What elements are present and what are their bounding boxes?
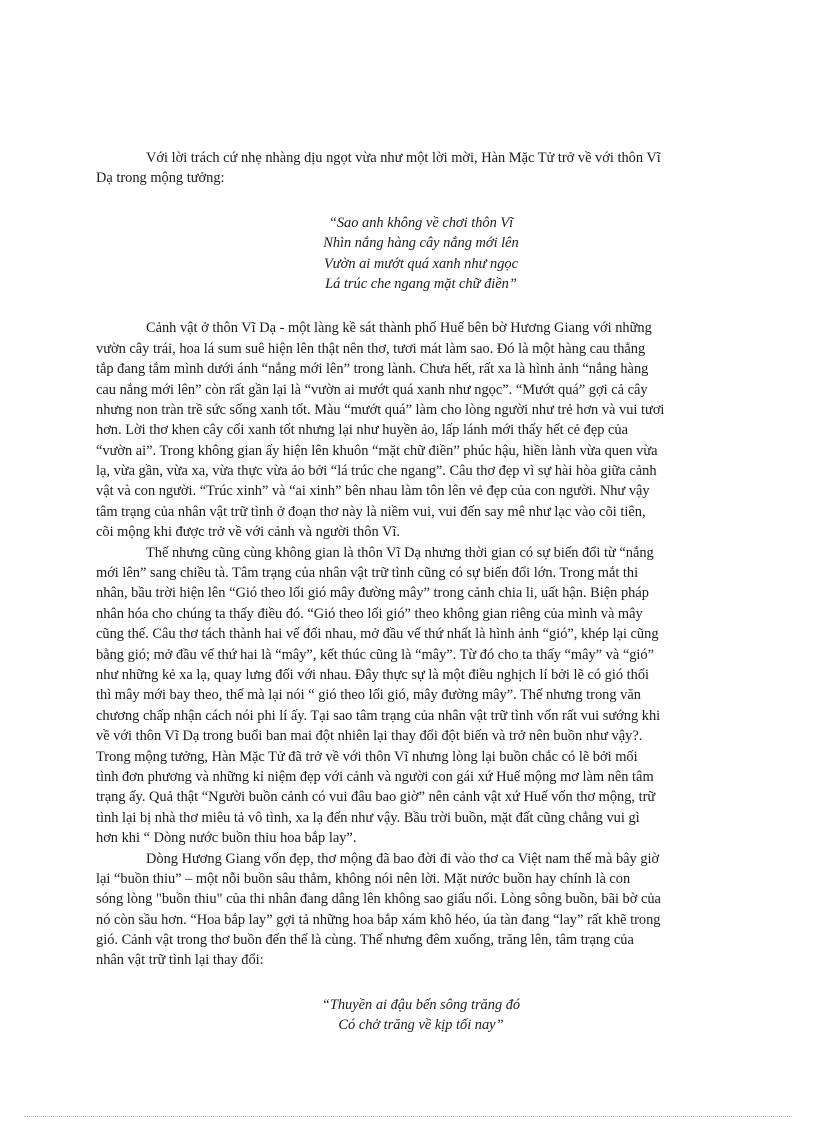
text-line: tâm trạng của nhân vật trữ tình ở đoạn thơ này là niềm vui, vui đến say mê như lạc vào cõi tiên,: [96, 503, 646, 520]
text-line: nhưng non tràn trề sức sống xanh tốt. Màu “mướt quá” làm cho lòng người như trẻ hơn và vui tươi: [96, 401, 665, 418]
text-line: chương chấp nhận cách nói phi lí ấy. Tại sao tâm trạng của nhân vật trữ tình vốn rất vui sướng khi: [96, 707, 661, 724]
text-line: Dạ trong mộng tưởng:: [96, 170, 225, 187]
text-line: tình đơn phương và những kỉ niệm đẹp với cảnh và người con gái xứ Huế mộng mơ làm nên tâm: [96, 768, 654, 785]
text-line: “vườn ai”. Trong không gian ấy hiện lên khuôn “mặt chữ điền” phúc hậu, hiền lành vừa quen vừa: [96, 442, 658, 459]
poem-stanza-2: [96, 995, 746, 1036]
document-body: [96, 148, 746, 1036]
text-line: lạ, vừa gần, vừa xa, vừa thực vừa ảo bởi “lá trúc che ngang”. Câu thơ đẹp vì sự hài hòa giữa cảnh: [96, 463, 657, 480]
text-line: nhân hóa cho chúng ta thấy điều đó. “Gió theo lối gió” theo không gian riêng của mình và mây: [96, 605, 643, 622]
text-line: cõi mộng khi được trở về với cảnh và người thôn Vĩ.: [96, 524, 400, 541]
text-line: tắp đang tắm mình dưới ánh “nắng mới lên” trong lành. Chưa hết, rất xa là hình ảnh “nắng hàng: [96, 361, 649, 378]
text-line: nhân, bầu trời hiện lên “Gió theo lối gió mây đường mây” trong cảnh chia li, uất hận. Biện pháp: [96, 585, 649, 602]
paragraph-4: [96, 849, 746, 971]
poem-stanza-1: [96, 213, 746, 295]
text-line: Trong mộng tưởng, Hàn Mặc Tử đã trở về với thôn Vĩ nhưng lòng lại buồn chắc có lẽ bởi mối: [96, 748, 638, 765]
text-line: thì mây mới bay theo, thế mà lại nói “ gió theo lối gió, mây đường mây”. Thế nhưng trong văn: [96, 687, 641, 704]
poem-line: Có chở trăng về kịp tối nay”: [338, 1017, 504, 1034]
text-line: cũng thế. Câu thơ tách thành hai vế đối nhau, mở đầu vế thứ nhất là hình ảnh “gió”, khép lại cũng: [96, 626, 659, 643]
text-line: cau nắng mới lên” còn rất gần lại là “vườn ai mướt quá xanh như ngọc”. “Mướt quá” gợi cả cây: [96, 381, 648, 398]
paragraph-2: [96, 318, 746, 542]
text-line: sóng lòng "buồn thiu" của thi nhân đang dâng lên không sao giấu nổi. Lòng sông buồn, bãi bờ của: [96, 891, 661, 908]
text-line: Dòng Hương Giang vốn đẹp, thơ mộng đã bao đời đi vào thơ ca Việt nam thế mà bây giờ: [146, 850, 660, 867]
text-line: trạng ấy. Quả thật “Người buồn cảnh có vui đâu bao giờ” nên cảnh vật xứ Huế vốn thơ mộng, trữ: [96, 789, 656, 806]
text-line: hơn khi “ Dòng nước buồn thiu hoa bắp lay”.: [96, 830, 357, 847]
text-line: vườn cây trái, hoa lá sum suê hiện lên thật nên thơ, tươi mát làm sao. Đó là một hàng cau thẳng: [96, 340, 646, 357]
text-line: hơn. Lời thơ khen cây cối xanh tốt nhưng lại như huyền ảo, lấp lánh mới thấy hết cẻ đẹp của: [96, 422, 628, 439]
text-line: Cảnh vật ở thôn Vĩ Dạ - một làng kề sát thành phố Huế bên bờ Hương Giang với những: [146, 320, 652, 337]
page-bottom-divider: [24, 1116, 792, 1117]
text-line: về với thôn Vĩ Dạ trong buổi ban mai đột nhiên lại thay đổi đột biến và trở nên buồn như vậy?.: [96, 728, 643, 745]
text-line: gió. Cảnh vật trong thơ buồn đến thế là cùng. Thế nhưng đêm xuống, trăng lên, tâm trạng của: [96, 932, 634, 949]
text-line: như những kẻ xa lạ, quay lưng đối với nhau. Đây thực sự là một điều nghịch lí bởi lẽ có gió thổi: [96, 666, 650, 683]
text-line: Thế nhưng cũng cùng không gian là thôn Vĩ Dạ nhưng thời gian có sự biến đổi từ “nắng: [146, 544, 654, 561]
text-line: nhân vật trữ tình lại thay đổi:: [96, 952, 264, 969]
text-line: lại “buồn thiu” – một nỗi buồn sâu thẳm, không nói nên lời. Mặt nước buồn hay chính là con: [96, 870, 631, 887]
text-line: vật và con người. “Trúc xinh” và “ai xinh” bên nhau làm tôn lên vẻ đẹp của con người. Như vậy: [96, 483, 650, 500]
text-line: Với lời trách cứ nhẹ nhàng dịu ngọt vừa như một lời mời, Hàn Mặc Tử trở về với thôn Vĩ: [146, 150, 661, 166]
poem-line: “Sao anh không về chơi thôn Vĩ: [328, 214, 514, 231]
paragraph-3: [96, 543, 746, 849]
intro-paragraph: [96, 148, 746, 189]
text-line: nó còn sầu hơn. “Hoa bắp lay” gợi tả những hoa bắp xám khô héo, úa tàn đang “lay” rất khẽ trong: [96, 911, 661, 928]
text-line: bằng gió; mở đầu vế thứ hai là “mây”, kết thúc cũng là “mây”. Từ đó cho ta thấy “mây” và “gió”: [96, 646, 655, 663]
text-line: tình lại bị nhà thơ miêu tả vô tình, xa lạ đến như vậy. Bầu trời buồn, mặt đất cũng chẳng vui gì: [96, 809, 640, 826]
poem-line: Vườn ai mướt quá xanh như ngọc: [324, 255, 518, 272]
poem-line: Nhìn nắng hàng cây nắng mới lên: [323, 235, 519, 252]
poem-line: Lá trúc che ngang mặt chữ điền”: [325, 275, 517, 292]
text-line: mới lên” sang chiều tà. Tâm trạng của nhân vật trữ tình cũng có sự biến đổi lớn. Trong mắt thi: [96, 565, 639, 582]
poem-line: “Thuyền ai đậu bến sông trăng đó: [321, 996, 521, 1013]
